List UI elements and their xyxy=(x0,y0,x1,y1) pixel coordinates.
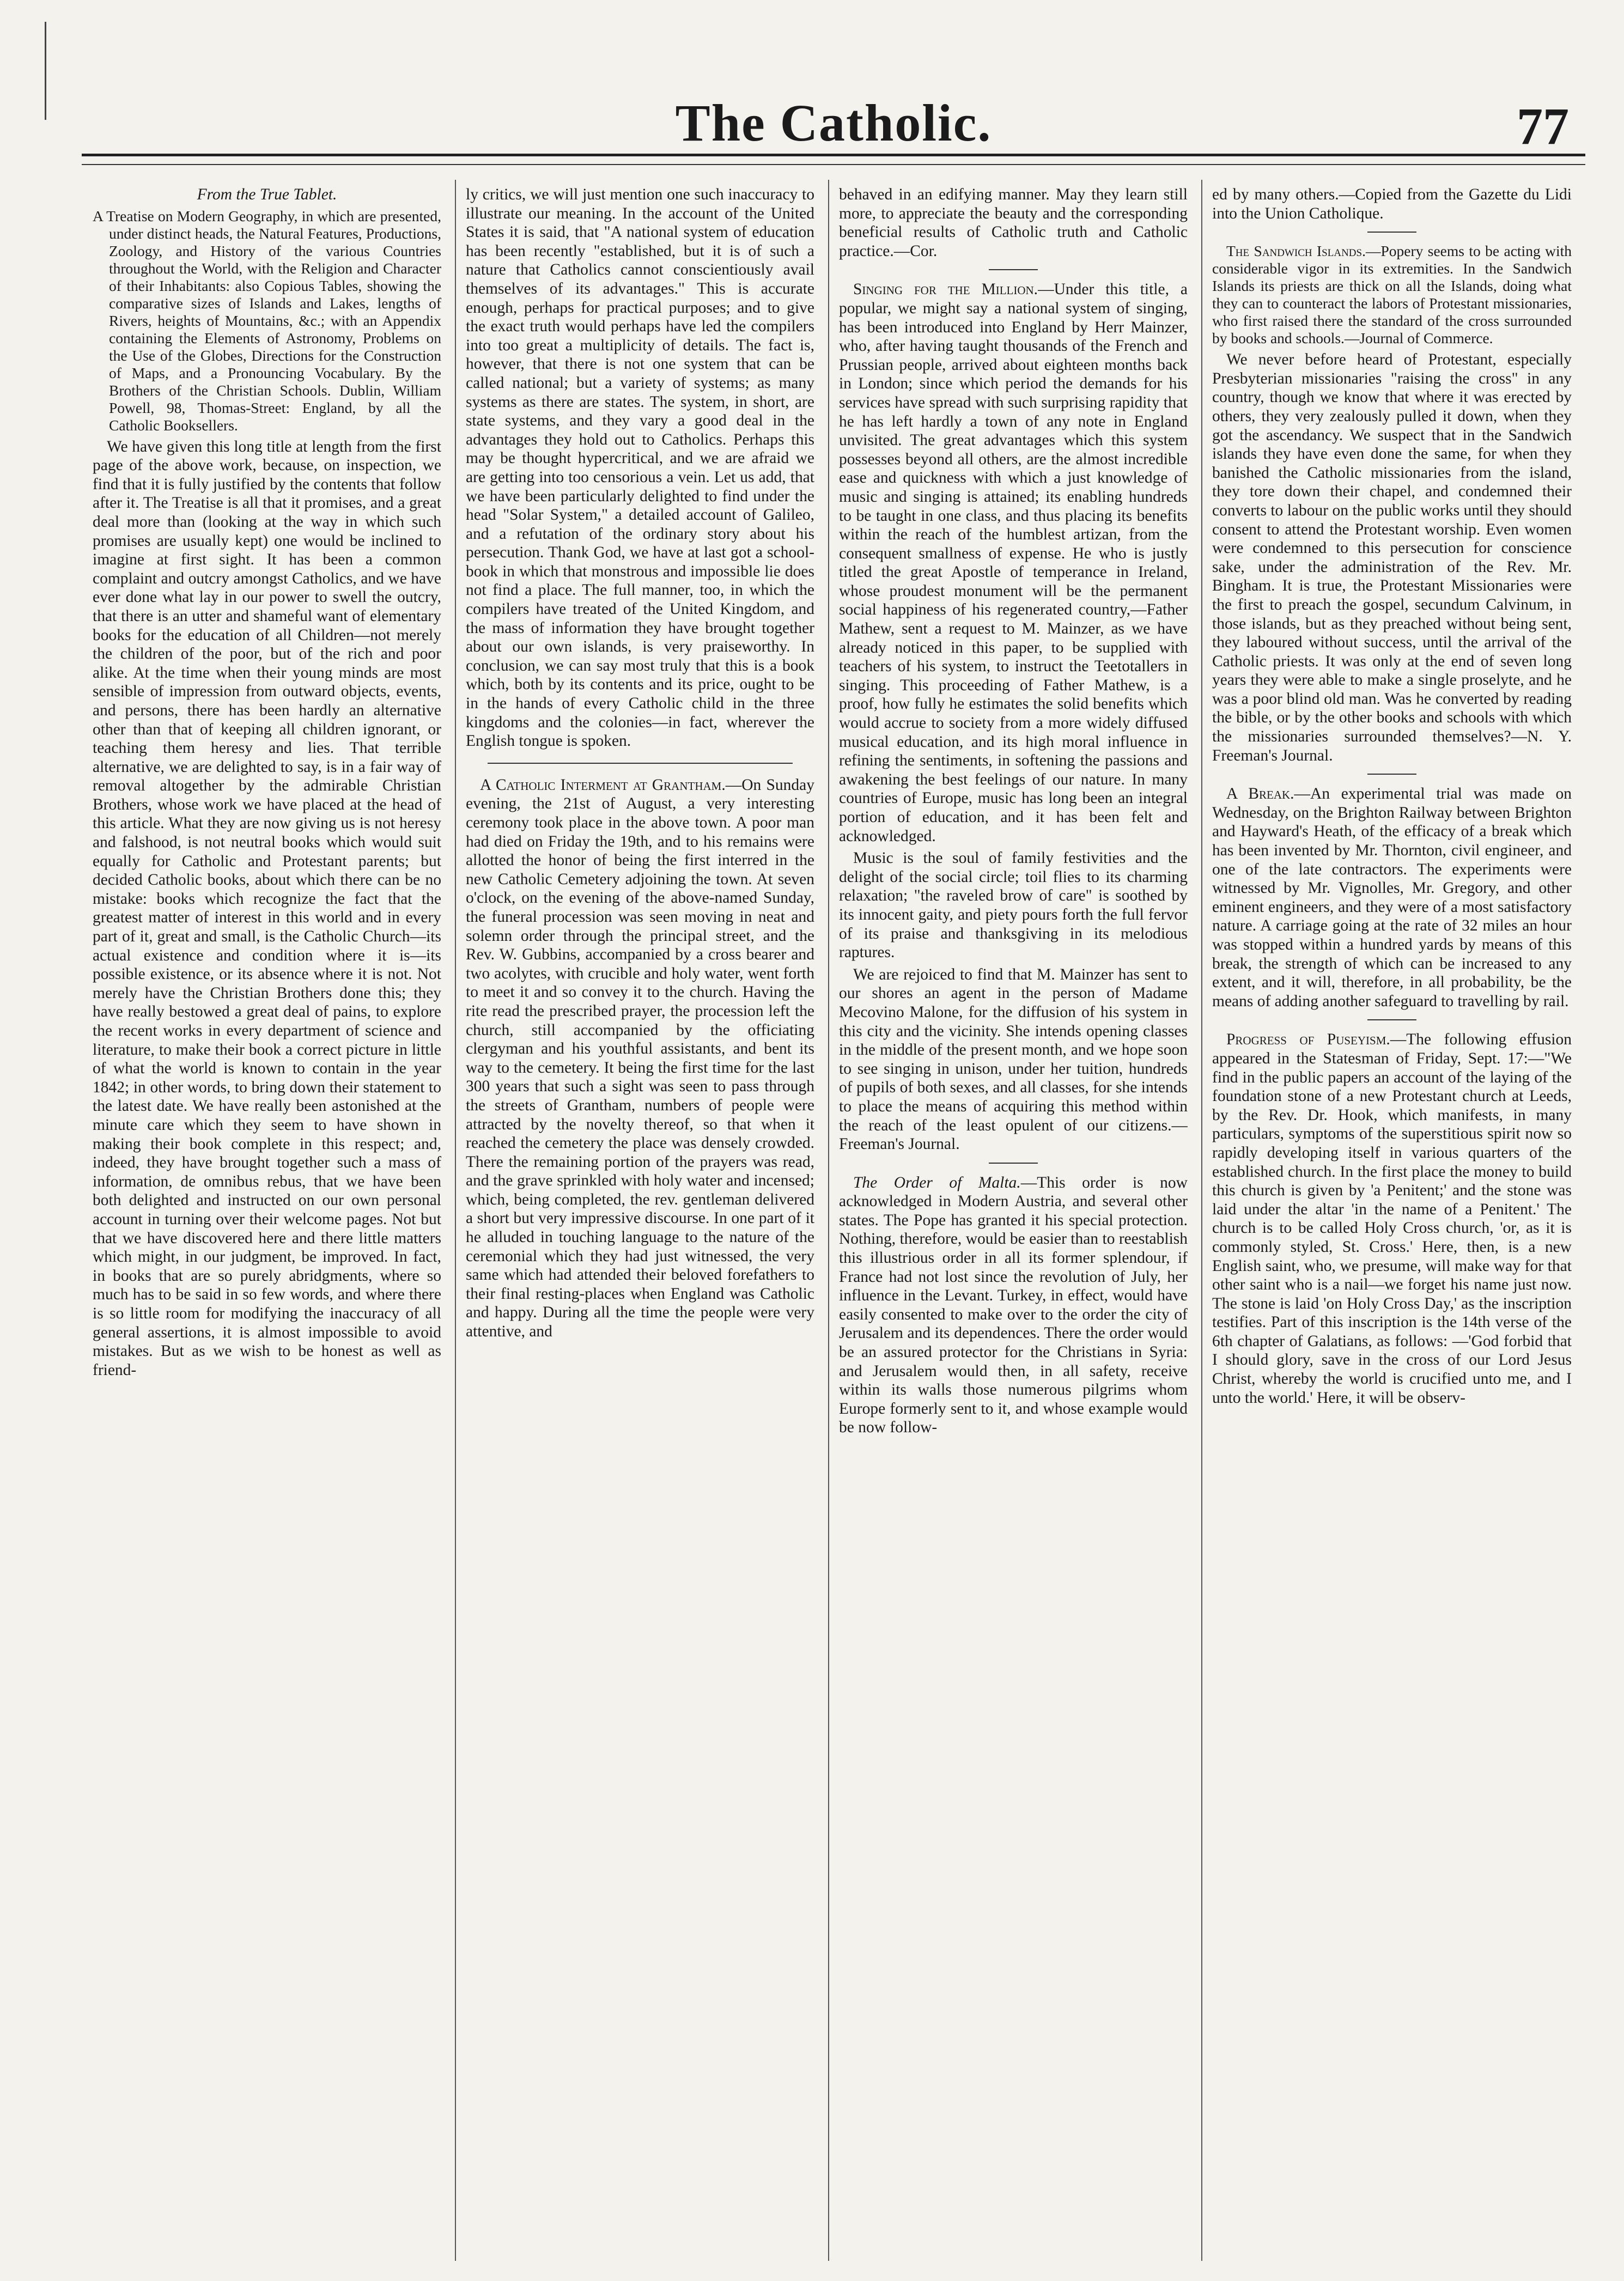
masthead xyxy=(87,82,1580,155)
article-body: —Under this title, a popular, we might say a national system of singing, has been introduced into England by Herr Mainzer, who, after having taught thousands of the French and Prussian people, arrived about eighteen months back in London; since which period the demands for his services have spread with such surprising rapidity that he has left hardly a town of any note in England unvisited. The great advantages which this system possesses beyond all others, are the almost incredible ease and quickness with which a just knowledge of music and singing is attained; its enabling hundreds to be taught in one class, and thus placing its benefits within the reach of the humblest artizan, from the consequent smallness of expense. He who is justly titled the great Apostle of temperance in Ireland, whose proudest monument will be the permanent social happiness of his regenerated country,—Father Mathew, sent a request to M. Mainzer, as we have already noticed in this paper, to be supplied with teachers of his system, to instruct the Teetotallers in singing. This proceeding of Father Mathew, is a proof, how fully he estimates the solid benefits which would accrue to society from a more widely diffused musical education, and its high moral influence in refining the sentiments, in softening the passions and awakening the best feelings of our nature. In many countries of Europe, music has long been an integral portion of education, and it has been felt and acknowledged. xyxy=(839,281,1188,845)
article-paragraph xyxy=(1212,1030,1572,1407)
article-body: —This order is now acknowledged in Modern Austria, and several other states. The Pope has granted it his special protection. Nothing, therefore, would be easier than to reestablish this illustrious order in all its former splendour, if France had not lost since the revolution of July, her influence in the Levant. Turkey, in effect, would have easily consented to make over to the order the city of Jerusalem and its dependences. There the order would be an assured protector for the Christians in Syria: and Jerusalem would then, in all safety, receive within its walls those numerous pilgrims whom Europe formerly sent to it, and whose example would be now follow- xyxy=(839,1173,1188,1437)
column-divider xyxy=(455,180,456,2261)
section-divider xyxy=(1367,774,1416,775)
column-2 xyxy=(466,185,814,2255)
article-body: We never before heard of Protestant, especially Presbyterian missionaries "raising the cross" in any country, though we know that where it was erected by others, they very zealously pulled it down, when they got the ascendancy. We suspect that in the Sandwich islands they have even done the same, for when they banished the Catholic missionaries from the island, they tore down their chapel, and condemned their converts to labour on the public works until they should consent to attend the Protestant worship. Even women were condemned to this persecution for conscience sake, under the administration of the Rev. Mr. Bingham. It is true, the Protestant Missionaries were the first to preach the gospel, secundum Calvinum, in those islands, but as they preached without being sent, they laboured without success, until the arrival of the Catholic priests. It was only at the end of seven long years they were able to make a single proselyte, and he was a poor blind old man. Was he converted by reading the bible, or by the other books and schools with which the missionaries surrounded themselves?—N. Y. Freeman's Journal. xyxy=(1212,351,1572,764)
article-body: We have given this long title at length from the first page of the above work, because, on inspection, we find that it is fully justified by the contents that follow after it. The Treatise is all that it promises, and a great deal more than (looking at the way in which such promises are usually kept) one would be inclined to imagine at first sight. It has been a common complaint and outcry amongst Catholics, and we have ever done what lay in our power to swell the outcry, that there is an utter and shameful want of elementary books for the education of all Children—not merely the children of the poor, but of the rich and poor alike. At the time when their young minds are most sensible of impression from outward objects, events, and persons, there has been hardly an alternative other than that of keeping all children ignorant, or teaching them heresy and lies. That terrible alternative, we are delighted to say, is in a fair way of removal altogether by the admirable Christian Brothers, whose work we have placed at the head of this article. What they are now giving us is not heresy and falshood, is not neutral books which would suit equally for Catholic and Protestant parents; but decided Catholic books, about which there can be no mistake: books which recognize the fact that the greatest matter of interest in this world and in every part of it, great and small, is the Catholic Church—its actual existence and condition where it is—its possible existence, or its absence where it is not. Not merely have the Christian Brothers done this; they have really bestowed a great deal of pains, to explore the recent works in every department of science and literature, to make their book a correct picture in little of what the world is known to contain in the year 1842; in other words, to bring down their statement to the latest date. We have really been astonished at the minute care which they seem to have shown in making their book complete in this respect; and, indeed, they have brought together such a mass of information, de omnibus rebus, that we have been both delighted and instructed on our own personal account in turning over their welcome pages. Not but that we have discovered here and there little matters which might, in our judgment, be improved. In fact, in books that are so purely abridgments, where so much has to be said in so few words, and where there is so little room for modifying the inaccuracy of all general assertions, it is almost impossible to avoid mistakes. But as we wish to be honest as well as friend- xyxy=(93,437,441,1379)
column-divider xyxy=(1201,180,1202,2261)
margin-mark xyxy=(45,22,46,120)
article-heading: Singing for the Million. xyxy=(853,281,1038,299)
article-paragraph xyxy=(466,776,814,1341)
article-paragraph xyxy=(839,280,1188,846)
article-paragraph xyxy=(1212,242,1572,347)
article-body: ed by many others.—Copied from the Gazette du Lidi into the Union Catholique. xyxy=(1212,186,1572,222)
publication-title: The Catholic. xyxy=(675,94,992,152)
section-divider xyxy=(488,763,793,764)
column-divider xyxy=(828,180,829,2261)
book-title-block: A Treatise on Modern Geography, in which are presented, under distinct heads, the Natural Features, Productions, Zoology, and History of the various Countries throughout the World, with the Religion and Character of their Inhabitants: also Copious Tables, showing the comparative sizes of Islands and Lakes, lengths of Rivers, heights of Mountains, &c.; with an Appendix containing the Elements of Astronomy, Problems on the Use of the Globes, Directions for the Construction of Maps, and a Pronouncing Vocabulary. By the Brothers of the Christian Schools. Dublin, William Powell, 98, Thomas-Street: England, by all the Catholic Booksellers. xyxy=(93,207,441,434)
page-number: 77 xyxy=(1517,97,1569,155)
article-body: —An experimental trial was made on Wednesday, on the Brighton Railway between Brighton and Hayward's Heath, of the efficacy of a break which has been invented by Mr. Thornton, civil engineer, and one of the late contractors. The experiments were witnessed by Mr. Vignolles, Mr. Gregory, and other eminent engineers, and they were of a most satisfactory nature. A carriage going at the rate of 32 miles an hour was stopped within a hundred yards by means of this break, the strength of which can be increased to any extent, and it will, therefore, in all probability, be the means of adding another safeguard to travelling by rail. xyxy=(1212,785,1572,1010)
article-heading: The Order of Malta. xyxy=(853,1173,1021,1191)
article-body: Music is the soul of family festivities and the delight of the social circle; toil flies to its charming relaxation; "the raveled brow of care" is soothed by its innocent gaity, and piety pours forth the full fervor of its praise and thanksgiving in its melodious raptures. xyxy=(839,849,1188,962)
column-4 xyxy=(1212,185,1572,2255)
article-body: We are rejoiced to find that M. Mainzer has sent to our shores an agent in the person of Madame Mecovino Malone, for the diffusion of his system in this city and the vicinity. She intends opening classes in the middle of the present month, and we hope soon to see singing in unison, under her tuition, hundreds of pupils of both sexes, and all classes, for she intends to place the means of acquiring this method within the reach of the least opulent of our citizens.—Freeman's Journal. xyxy=(839,965,1188,1153)
article-heading: A Catholic Interment at Grantham. xyxy=(480,776,726,794)
column-3 xyxy=(839,185,1188,2255)
article-source: From the True Tablet. xyxy=(197,186,337,203)
article-heading: The Sandwich Islands. xyxy=(1226,242,1366,260)
article-body: behaved in an edifying manner. May they learn still more, to appreciate the beauty and the corresponding beneficial results of Catholic truth and Catholic practice.—Cor. xyxy=(839,186,1188,260)
article-paragraph xyxy=(839,1173,1188,1437)
section-divider xyxy=(989,269,1038,270)
section-divider xyxy=(1367,232,1416,233)
section-divider xyxy=(989,1163,1038,1164)
article-heading: A Break. xyxy=(1226,785,1294,803)
article-heading: Progress of Puseyism. xyxy=(1226,1031,1390,1049)
header-rule xyxy=(82,154,1585,165)
article-body: ly critics, we will just mention one such inaccuracy to illustrate our meaning. In the account of the United States it is said, that "A national system of education has been recently "established, but it is of such a nature that Catholics cannot conscientiously avail themselves of its advantages." This is accurate enough, perhaps for practical purposes; and to give the exact truth would perhaps have led the compilers into too great a multiplicity of details. The fact is, however, that there is not one system that can be called national; but a variety of systems; as many systems as there are states. The system, in short, are state systems, and they vary a good deal in the advantages they hold out to Catholics. Perhaps this may be thought hypercritical, and we are afraid we are getting into too censorious a vein. Let us add, that we have been particularly delighted to find under the head "Solar System," a detailed account of Galileo, and a refutation of the ordinary story about his persecution. Thank God, we have at last got a school-book in which that monstrous and impossible lie does not find a place. The full manner, too, in which the compilers have treated of the United Kingdom, and the mass of information they have brought together about our own islands, is very praiseworthy. In conclusion, we can say most truly that this is a book which, both by its contents and its price, ought to be in the hands of every Catholic child in the three kingdoms and the colonies—in fact, wherever the English tongue is spoken. xyxy=(466,186,814,750)
column-1 xyxy=(93,185,441,2255)
article-body: —The following effusion appeared in the Statesman of Friday, Sept. 17:—"We find in the public papers an account of the laying of the foundation stone of a new Protestant church at Leeds, by the Rev. Dr. Hook, which manifests, in many particulars, symptoms of the superstitious spirit now so rapidly developing itself in various quarters of the established church. In the first place the money to build this church is given by 'a Penitent;' and the stone was laid under the altar 'in the name of a Penitent.' The church is to be called Holy Cross church, 'or, as it is commonly styled, St. Cross.' Here, then, is a new English saint, who, we presume, will make way for that other saint who is a nail—we forget his name just now. The stone is laid 'on Holy Cross Day,' as the inscription testifies. Part of this inscription is the 14th verse of the 6th chapter of Galatians, as follows: —'God forbid that I should glory, save in the cross of our Lord Jesus Christ, whereby the world is crucified unto me, and I unto the world.' Here, it will be observ- xyxy=(1212,1031,1572,1407)
article-body: —On Sunday evening, the 21st of August, a very interesting ceremony took place in the above town. A poor man had died on Friday the 19th, and to his remains were allotted the honor of being the first interred in the new Catholic Cemetery adjoining the town. At seven o'clock, on the evening of the above-named Sunday, the funeral procession was seen moving in neat and solemn order through the principal street, and the Rev. W. Gubbins, accompanied by a cross bearer and two acolytes, with crucible and holy water, went forth to meet it and so convey it to the church. Having the rite read the prescribed prayer, the procession left the church, still accompanied by the officiating clergyman and his youthful assistants, and bent its way to the cemetery. It being the first time for the last 300 years that such a sight was seen to pass through the streets of Grantham, numbers of people were attracted by the novelty thereof, so that when it reached the cemetery the place was densely crowded. There the remaining portion of the prayers was read, and the grave sprinkled with holy water and incensed; which, being completed, the rev. gentleman delivered a short but very impressive discourse. In one part of it he alluded in touching language to the nature of the ceremonial which they had just witnessed, the very same which had attended their beloved forefathers to their final resting-places when England was Catholic and happy. During all the time the people were very attentive, and xyxy=(466,776,814,1341)
section-divider xyxy=(1367,1019,1416,1020)
article-paragraph xyxy=(1212,784,1572,1011)
article-body: —Popery seems to be acting with considerable vigor in its extremities. In the Sandwich Islands its priests are thick on all the Islands, doing what they can to counteract the labors of Protestant missionaries, who first raised there the standard of the cross surrounded by books and schools.—Journal of Commerce. xyxy=(1212,242,1572,347)
